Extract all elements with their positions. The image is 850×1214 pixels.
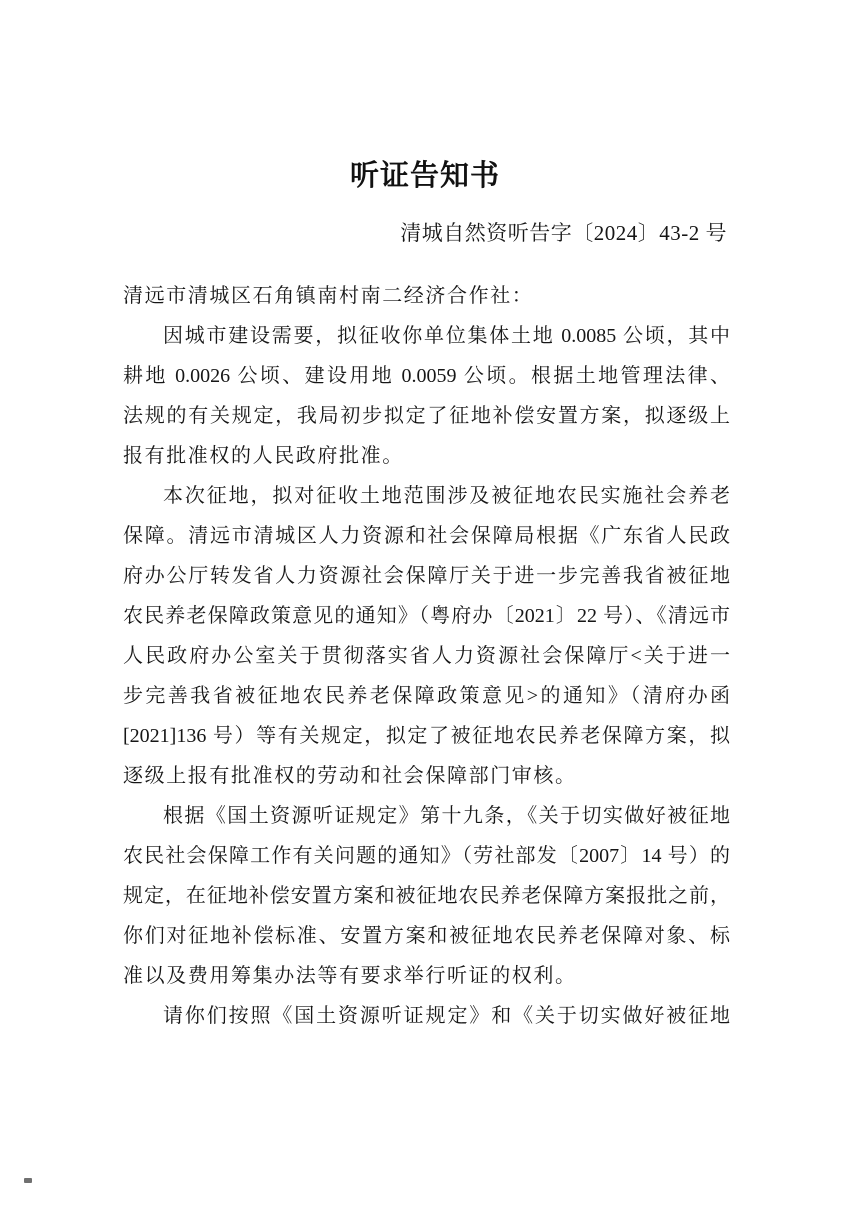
body-line: 耕地 0.0026 公顷、建设用地 0.0059 公顷。根据土地管理法律、: [123, 365, 730, 387]
document-body: [123, 276, 730, 1036]
body-line: 农民社会保障工作有关问题的通知》（劳社部发〔2007〕14 号）的: [123, 845, 730, 867]
body-line: 本次征地，拟对征收土地范围涉及被征地农民实施社会养老: [163, 485, 730, 507]
body-line: 准以及费用筹集办法等有要求举行听证的权利。: [123, 965, 577, 987]
body-line: 府办公厅转发省人力资源社会保障厅关于进一步完善我省被征地: [123, 565, 730, 587]
body-line: 规定，在征地补偿安置方案和被征地农民养老保障方案报批之前，: [123, 885, 730, 907]
body-line: 报有批准权的人民政府批准。: [123, 445, 404, 467]
body-line: 根据《国土资源听证规定》第十九条，《关于切实做好被征地: [163, 805, 730, 827]
scan-artifact: [24, 1178, 32, 1183]
document-title: 听证告知书: [349, 160, 500, 192]
body-line: [2021]136 号）等有关规定，拟定了被征地农民养老保障方案，拟: [123, 725, 730, 747]
body-line: 请你们按照《国土资源听证规定》和《关于切实做好被征地: [163, 1005, 730, 1027]
body-line: 清远市清城区石角镇南村南二经济合作社：: [123, 285, 534, 307]
body-line: 法规的有关规定，我局初步拟定了征地补偿安置方案，拟逐级上: [123, 405, 730, 427]
body-line: 逐级上报有批准权的劳动和社会保障部门审核。: [123, 765, 577, 787]
body-line: 因城市建设需要，拟征收你单位集体土地 0.0085 公顷，其中: [163, 325, 730, 347]
body-line: 步完善我省被征地农民养老保障政策意见>的通知》（清府办函: [123, 685, 730, 707]
body-line: 农民养老保障政策意见的通知》（粤府办〔2021〕22 号）、《清远市: [123, 605, 730, 627]
body-line: 你们对征地补偿标准、安置方案和被征地农民养老保障对象、标: [123, 925, 730, 947]
body-line: 保障。清远市清城区人力资源和社会保障局根据《广东省人民政: [123, 525, 730, 547]
document-number: 清城自然资听告字〔2024〕43-2 号: [400, 221, 727, 245]
body-line: 人民政府办公室关于贯彻落实省人力资源社会保障厅<关于进一: [123, 645, 730, 667]
